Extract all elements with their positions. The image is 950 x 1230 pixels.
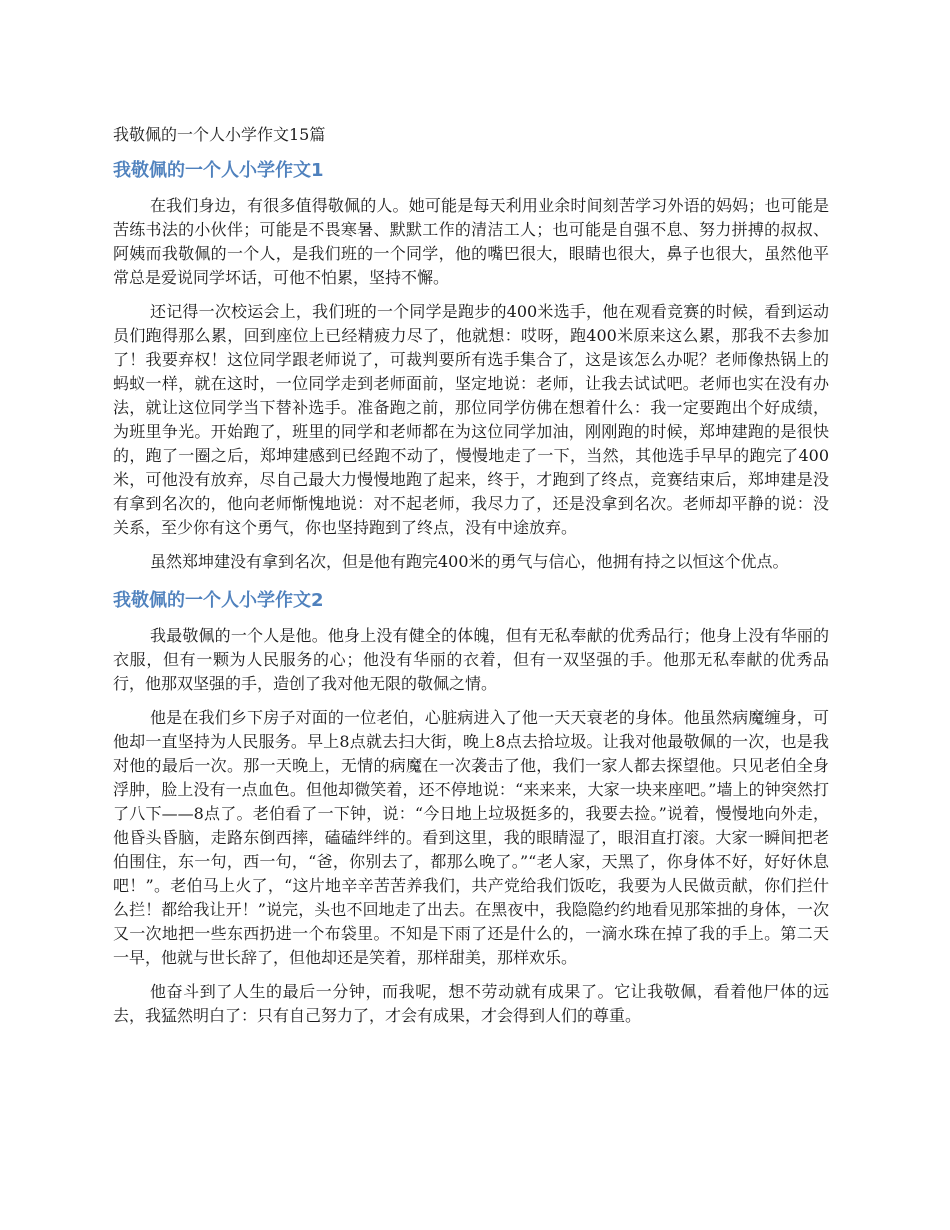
paragraph: 在我们身边，有很多值得敬佩的人。她可能是每天利用业余时间刻苦学习外语的妈妈；也可能是苦练书法的小伙伴；可能是不畏寒暑、默默工作的清洁工人；也可能是自强不息、努力拼搏的叔叔、阿姨而我敬佩的一个人，是我们班的一个同学，他的嘴巴很大，眼睛也很大，鼻子也很大，虽然他平常总是爱说同学坏话，可他不怕累，坚持不懈。: [113, 196, 829, 287]
paragraph: 还记得一次校运会上，我们班的一个同学是跑步的400米选手，他在观看竞赛的时候，看到运动员们跑得那么累，回到座位上已经精疲力尽了，他就想：哎呀，跑400米原来这么累，那我不去参加了！我要弃权！这位同学跟老师说了，可裁判要所有选手集合了，这是该怎么办呢？老师像热锅上的蚂蚁一样，就在这时，一位同学走到老师面前，坚定地说：老师，让我去试试吧。老师也实在没有办法，就让这位同学当下替补选手。准备跑之前，那位同学仿佛在想着什么：我一定要跑出个好成绩，为班里争光。开始跑了，班里的同学和老师都在为这位同学加油，刚刚跑的时候，郑坤建跑的是很快的，跑了一圈之后，郑坤建感到已经跑不动了，慢慢地走了一下，当然，其他选手早早的跑完了400米，可他没有放弃，尽自己最大力慢慢地跑了起来，终于，才跑到了终点，竞赛结束后，郑坤建是没有拿到名次的，他向老师惭愧地说：对不起老师，我尽力了，还是没拿到名次。老师却平静的说：没关系，至少你有这个勇气，你也坚持跑到了终点，没有中途放弃。: [113, 302, 829, 537]
paragraph: 我最敬佩的一个人是他。他身上没有健全的体魄，但有无私奉献的优秀品行；他身上没有华丽的衣服，但有一颗为人民服务的心；他没有华丽的衣着，但有一双坚强的手。他那无私奉献的优秀品行，他那双坚强的手，造创了我对他无限的敬佩之情。: [113, 626, 829, 693]
essay-section-2: [113, 588, 829, 1028]
paragraph: 他是在我们乡下房子对面的一位老伯，心脏病进入了他一天天衰老的身体。他虽然病魔缠身，可他却一直坚持为人民服务。早上8点就去扫大街，晚上8点去拾垃圾。让我对他最敬佩的一次，也是我对他的最后一次。那一天晚上，无情的病魔在一次袭击了他，我们一家人都去探望他。只见老伯全身浮肿，脸上没有一点血色。但他却微笑着，还不停地说：“来来来，大家一块来座吧。”墙上的钟突然打了八下——8点了。老伯看了一下钟，说：“今日地上垃圾挺多的，我要去捡。”说着，慢慢地向外走，他昏头昏脑，走路东倒西摔，磕磕绊绊的。看到这里，我的眼睛湿了，眼泪直打滚。大家一瞬间把老伯围住，东一句，西一句，“爸，你别去了，都那么晚了。”“老人家，天黑了，你身体不好，好好休息吧！”。老伯马上火了，“这片地辛辛苦苦养我们，共产党给我们饭吃，我要为人民做贡献，你们拦什么拦！都给我让开！”说完，头也不回地走了出去。在黑夜中，我隐隐约约地看见那笨拙的身体，一次又一次地把一些东西扔进一个布袋里。不知是下雨了还是什么的，一滴水珠在掉了我的手上。第二天一早，他就与世长辞了，但他却还是笑着，那样甜美，那样欢乐。: [113, 708, 829, 967]
section-heading: 我敬佩的一个人小学作文2: [113, 590, 324, 611]
paragraph: 虽然郑坤建没有拿到名次，但是他有跑完400米的勇气与信心，他拥有持之以恒这个优点。: [150, 552, 789, 571]
paragraph: 他奋斗到了人生的最后一分钟，而我呢，想不劳动就有成果了。它让我敬佩，看着他尸体的远去，我猛然明白了：只有自己努力了，才会有成果，才会得到人们的尊重。: [113, 982, 829, 1025]
document-page: [113, 124, 829, 1042]
essay-section-1: [113, 158, 829, 574]
document-title: 我敬佩的一个人小学作文15篇: [113, 125, 326, 144]
section-heading: 我敬佩的一个人小学作文1: [113, 160, 324, 181]
